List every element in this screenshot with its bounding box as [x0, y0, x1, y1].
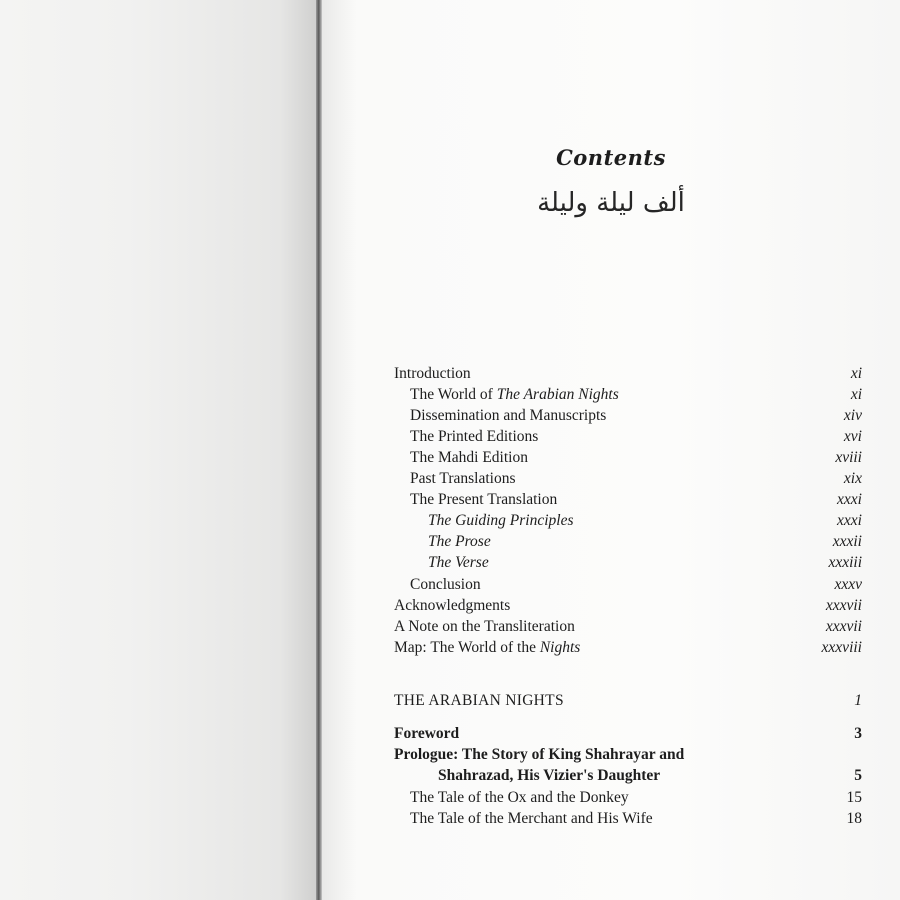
toc-entry-page: xvi — [843, 428, 862, 445]
toc-entry-page: xviii — [835, 449, 862, 466]
toc-entry[interactable] — [394, 639, 862, 661]
toc-entry-page: xix — [843, 470, 862, 487]
toc-entry-page: xxxii — [832, 533, 862, 550]
toc-entry-label: The Prose — [428, 533, 491, 550]
toc-entry[interactable] — [394, 386, 862, 408]
toc-entry-page: xiv — [843, 407, 862, 424]
page-title: Contents — [556, 145, 666, 170]
toc-entry[interactable] — [394, 407, 862, 429]
toc-entry-label-italic: Nights — [539, 639, 581, 656]
toc-entry-label: The World of The Arabian Nights — [410, 386, 619, 403]
toc-entry-page: xxxv — [834, 576, 862, 593]
toc-entry[interactable] — [394, 470, 862, 492]
toc-entry-page: 15 — [846, 789, 862, 806]
toc-entry-label: Shahrazad, His Vizier's Daughter — [438, 767, 661, 784]
toc-entry-page: xxxi — [837, 512, 862, 529]
toc-entry-page: xi — [850, 365, 862, 382]
toc-entry-label: A Note on the Transliteration — [394, 618, 575, 635]
toc-entry-page: 3 — [854, 725, 862, 742]
toc-entry-label: Introduction — [394, 365, 471, 382]
toc-entry[interactable] — [394, 512, 862, 534]
toc-part-heading[interactable] — [394, 692, 862, 714]
toc-entry-label: The Verse — [428, 554, 489, 571]
toc-entry-page: xxxviii — [821, 639, 862, 656]
toc-entry[interactable] — [394, 449, 862, 471]
toc-entry-label: Past Translations — [410, 470, 516, 487]
toc-entry-page: xxxiii — [828, 554, 862, 571]
toc-entry-page: xi — [850, 386, 862, 403]
toc-entry[interactable] — [394, 618, 862, 640]
toc-entry-label-italic: The Arabian Nights — [496, 386, 619, 403]
toc-entry-page: xxxvii — [825, 597, 862, 614]
toc-entry[interactable] — [394, 554, 862, 576]
toc-entry[interactable] — [394, 533, 862, 555]
toc-entry[interactable] — [394, 810, 862, 832]
toc-entry[interactable] — [394, 767, 862, 789]
toc-entry[interactable] — [394, 789, 862, 811]
toc-entry-page: xxxvii — [825, 618, 862, 635]
toc-entry-page: xxxi — [837, 491, 862, 508]
toc-entry-label: The Mahdi Edition — [410, 449, 528, 466]
toc-entry[interactable] — [394, 491, 862, 513]
toc-entry-label: Conclusion — [410, 576, 481, 593]
toc-entry-label: Prologue: The Story of King Shahrayar and — [394, 746, 685, 763]
toc-entry-label: THE ARABIAN NIGHTS — [394, 692, 564, 709]
toc-entry-label: The Present Translation — [410, 491, 558, 508]
toc-entry[interactable] — [394, 428, 862, 450]
toc-entry-label: The Tale of the Merchant and His Wife — [410, 810, 653, 827]
toc-entry-label: Foreword — [394, 725, 460, 742]
right-page — [322, 0, 900, 900]
toc-entry[interactable] — [394, 725, 862, 747]
toc-entry[interactable] — [394, 365, 862, 387]
toc-entry[interactable] — [394, 597, 862, 619]
left-page — [0, 0, 318, 900]
toc-entry-page: 18 — [846, 810, 862, 827]
toc-entry-label: Map: The World of the Nights — [394, 639, 581, 656]
toc-entry-label: Dissemination and Manuscripts — [410, 407, 607, 424]
toc-entry[interactable] — [394, 576, 862, 598]
toc-entry-label: Acknowledgments — [394, 597, 511, 614]
toc-entry-page: 5 — [854, 767, 862, 784]
toc-entry-label: The Printed Editions — [410, 428, 539, 445]
toc-entry[interactable] — [394, 746, 862, 768]
toc-entry-label: The Guiding Principles — [428, 512, 574, 529]
arabic-title: ألف ليلة وليلة — [537, 188, 685, 218]
toc-entry-page: 1 — [854, 692, 862, 709]
toc-entry-label: The Tale of the Ox and the Donkey — [410, 789, 629, 806]
